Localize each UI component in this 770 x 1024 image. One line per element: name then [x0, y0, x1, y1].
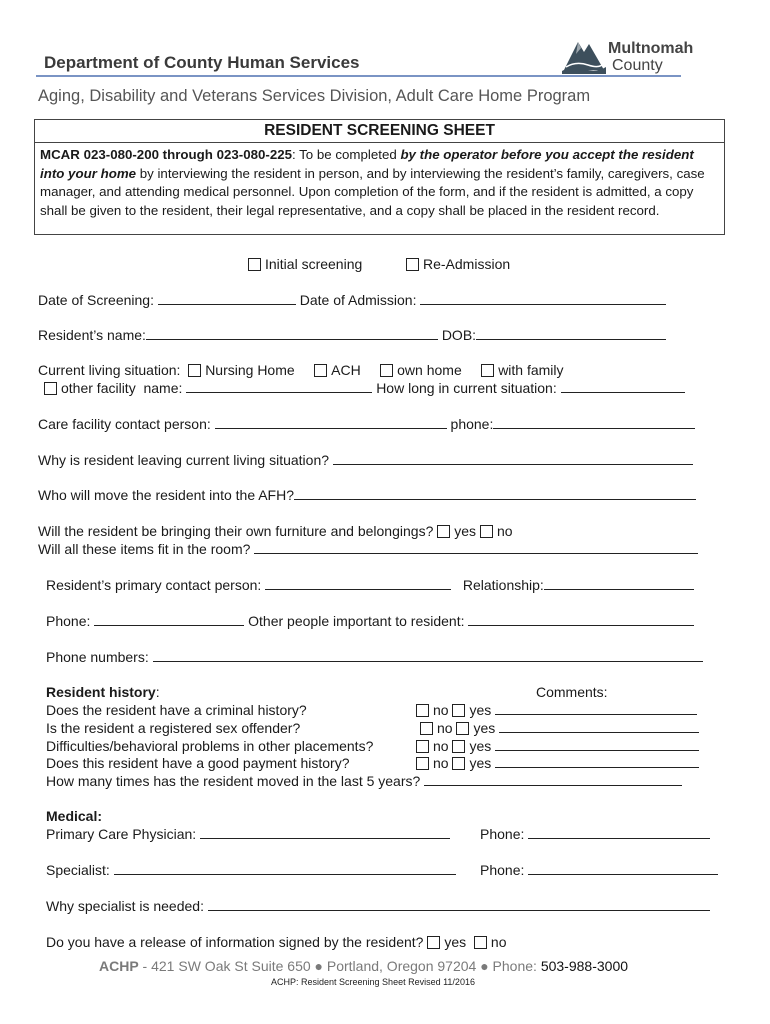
living-situation-label: Current living situation:: [38, 362, 181, 378]
relationship-field[interactable]: [544, 577, 694, 590]
specialist-phone-field[interactable]: [528, 862, 718, 875]
why-specialist-field[interactable]: [208, 898, 710, 911]
who-move-field[interactable]: [294, 487, 696, 500]
furniture-row: Will the resident be bringing their own furniture and belongings? yes no: [38, 523, 513, 539]
phone-numbers-label: Phone numbers:: [46, 649, 149, 665]
intro-box: [34, 119, 725, 235]
resident-row: [38, 327, 666, 343]
history-question-1: Does the resident have a criminal history?: [46, 702, 307, 718]
pcp-phone-row: [480, 826, 710, 842]
primary-contact-row: [46, 577, 694, 593]
screening-date-field[interactable]: [158, 292, 296, 305]
sheet-title: RESIDENT SCREENING SHEET: [35, 120, 724, 143]
contact-row: [38, 416, 695, 432]
offender-no-checkbox[interactable]: [420, 722, 433, 735]
furniture-question: Will the resident be bringing their own furniture and belongings?: [38, 523, 434, 539]
admission-date-field[interactable]: [420, 292, 666, 305]
history-answer-2: no yes: [420, 720, 699, 736]
moves-row: [46, 773, 682, 789]
phone-numbers-field[interactable]: [153, 649, 703, 662]
nursing-home-checkbox[interactable]: [188, 364, 201, 377]
specialist-phone-label: Phone:: [480, 862, 525, 878]
specialist-label: Specialist:: [46, 862, 110, 878]
intro-emphasis: by the operator before you accept the resident into your home: [40, 147, 694, 181]
department-title: Department of County Human Services: [44, 53, 360, 72]
criminal-no-checkbox[interactable]: [416, 704, 429, 717]
logo-line-1: Multnomah: [608, 40, 694, 57]
behavior-no-checkbox[interactable]: [416, 740, 429, 753]
footer-org: ACHP: [99, 958, 139, 974]
phone-numbers-row: [46, 649, 703, 665]
with-family-checkbox[interactable]: [481, 364, 494, 377]
phone-field[interactable]: [94, 613, 244, 626]
footer-address: ACHP - 421 SW Oak St Suite 650 ● Portland, Oregon 97204 ● Phone: 503-988-3000: [99, 958, 629, 974]
why-specialist-row: [46, 898, 710, 914]
history-answer-4: no yes: [416, 755, 699, 771]
pcp-phone-field[interactable]: [528, 826, 710, 839]
contact-person-label: Care facility contact person:: [38, 416, 211, 432]
readmission-checkbox[interactable]: [406, 258, 419, 271]
items-fit-row: [38, 541, 698, 557]
offender-yes-checkbox[interactable]: [456, 722, 469, 735]
relationship-label: Relationship:: [462, 577, 544, 593]
specialist-row: [46, 862, 456, 878]
primary-contact-label: Resident’s primary contact person:: [46, 577, 262, 593]
payment-comment-field[interactable]: [495, 755, 699, 768]
other-facility-row: other facility name: How long in current situation:: [44, 380, 685, 396]
how-long-field[interactable]: [561, 380, 685, 393]
admission-date-label: Date of Admission:: [299, 292, 417, 308]
mountain-logo-icon: [562, 34, 606, 74]
criminal-yes-checkbox[interactable]: [452, 704, 465, 717]
history-answer-1: no yes: [416, 702, 697, 718]
behavior-comment-field[interactable]: [495, 738, 699, 751]
others-label: Other people important to resident:: [248, 613, 465, 629]
release-row: Do you have a release of information signed by the resident? yes no: [46, 934, 507, 950]
specialist-phone-row: [480, 862, 718, 878]
initial-screening-option[interactable]: Initial screening: [248, 256, 362, 272]
division-title: Aging, Disability and Veterans Services Division, Adult Care Home Program: [38, 87, 591, 105]
payment-no-checkbox[interactable]: [416, 757, 429, 770]
primary-contact-field[interactable]: [265, 577, 451, 590]
items-fit-label: Will all these items fit in the room?: [38, 541, 251, 557]
other-facility-checkbox[interactable]: [44, 382, 57, 395]
dob-label: DOB:: [441, 327, 477, 343]
phone-others-row: [46, 613, 694, 629]
furniture-no-checkbox[interactable]: [480, 525, 493, 538]
footer-revision: ACHP: Resident Screening Sheet Revised 11/2016: [271, 977, 475, 987]
pcp-row: [46, 826, 450, 842]
pcp-label: Primary Care Physician:: [46, 826, 197, 842]
release-yes-checkbox[interactable]: [427, 936, 440, 949]
history-answer-3: no yes: [416, 738, 699, 754]
payment-yes-checkbox[interactable]: [452, 757, 465, 770]
moves-question: How many times has the resident moved in the last 5 years?: [46, 773, 421, 789]
why-leaving-label: Why is resident leaving current living situation?: [38, 452, 330, 468]
footer-phone: 503-988-3000: [540, 958, 629, 974]
furniture-yes-checkbox[interactable]: [437, 525, 450, 538]
why-leaving-field[interactable]: [333, 452, 693, 465]
contact-person-field[interactable]: [215, 416, 447, 429]
resident-name-label: Resident’s name:: [38, 327, 146, 343]
history-question-2: Is the resident a registered sex offender?: [46, 720, 301, 736]
logo-line-2: County: [612, 57, 663, 74]
own-home-checkbox[interactable]: [380, 364, 393, 377]
behavior-yes-checkbox[interactable]: [452, 740, 465, 753]
history-question-4: Does this resident have a good payment history?: [46, 755, 350, 771]
initial-screening-checkbox[interactable]: [248, 258, 261, 271]
moves-field[interactable]: [424, 773, 682, 786]
history-question-3: Difficulties/behavioral problems in other placements?: [46, 738, 374, 754]
contact-phone-label: phone:: [450, 416, 494, 432]
living-situation-row: Current living situation: Nursing Home ACH own home with family: [38, 362, 564, 378]
pcp-field[interactable]: [200, 826, 450, 839]
medical-title: Medical:: [46, 808, 103, 824]
specialist-field[interactable]: [114, 862, 456, 875]
dob-field[interactable]: [476, 327, 666, 340]
items-fit-field[interactable]: [254, 541, 698, 554]
readmission-option[interactable]: Re-Admission: [406, 256, 510, 272]
history-title: Resident history:: [46, 684, 160, 700]
dates-row: [38, 292, 666, 308]
who-move-row: [38, 487, 696, 503]
contact-phone-field[interactable]: [493, 416, 695, 429]
offender-comment-field[interactable]: [499, 720, 699, 733]
rule-reference: MCAR 023-080-200 through 023-080-225: [40, 147, 293, 162]
header-rule: [36, 75, 681, 77]
other-facility-name-field[interactable]: [186, 380, 372, 393]
pcp-phone-label: Phone:: [480, 826, 525, 842]
how-long-label: How long in current situation:: [376, 380, 557, 396]
phone-label: Phone:: [46, 613, 91, 629]
screening-date-label: Date of Screening:: [38, 292, 154, 308]
release-no-checkbox[interactable]: [474, 936, 487, 949]
ach-checkbox[interactable]: [314, 364, 327, 377]
others-field[interactable]: [468, 613, 694, 626]
intro-text: MCAR 023-080-200 through 023-080-225: To be completed by the operator before you accept the resident into your home by interviewing the resident in person, and by interviewing the resident’s family, caregivers, case manager, and attending medical personnel. Upon completion of the form, and if the resident is admitted, a copy shall be given to the resident, their legal representative, and a copy shall be placed in the resident record.: [40, 147, 705, 218]
comments-label: Comments:: [536, 684, 608, 700]
criminal-comment-field[interactable]: [495, 702, 697, 715]
why-specialist-label: Why specialist is needed:: [46, 898, 204, 914]
who-move-label: Who will move the resident into the AFH?: [38, 487, 295, 503]
release-question: Do you have a release of information signed by the resident?: [46, 934, 424, 950]
resident-name-field[interactable]: [146, 327, 438, 340]
why-leaving-row: [38, 452, 693, 468]
